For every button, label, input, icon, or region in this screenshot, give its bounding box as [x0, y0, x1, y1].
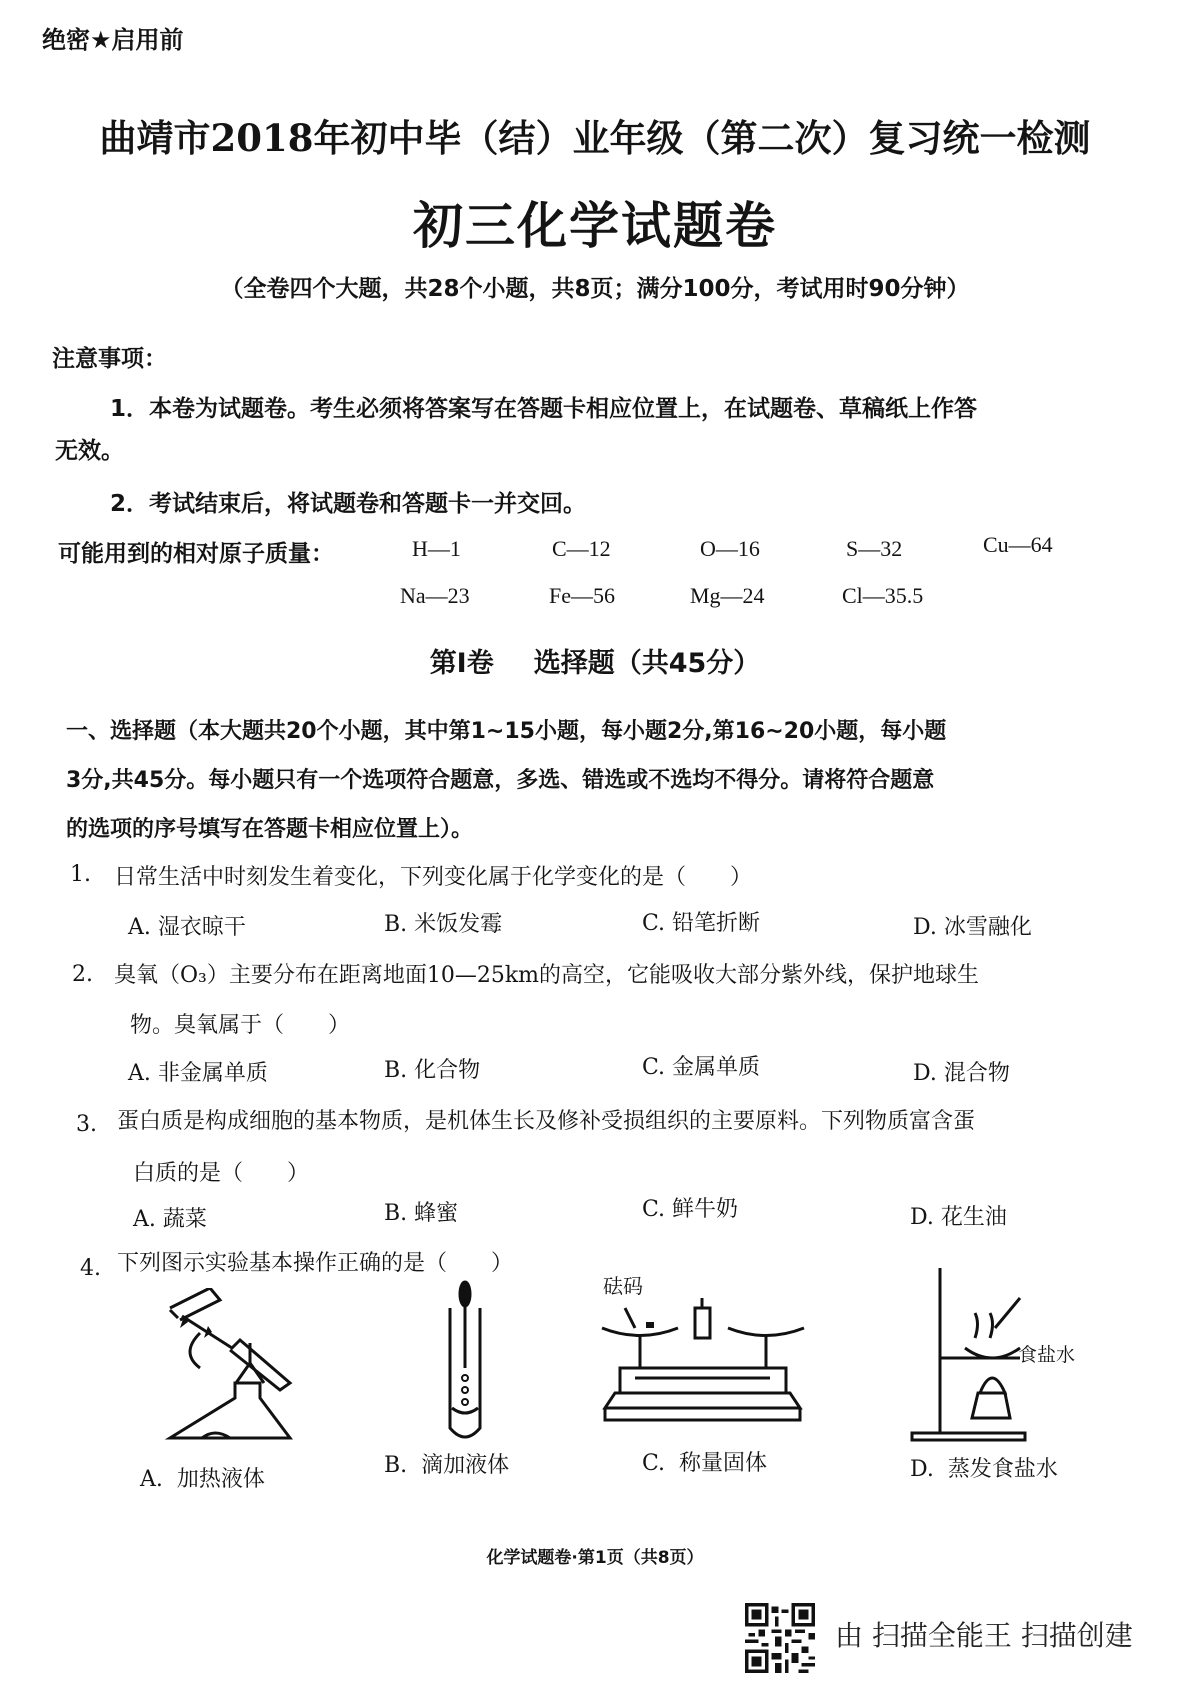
option-text: 铅笔折断: [672, 911, 761, 936]
note-item-1-continued: 无效。: [55, 438, 124, 464]
option-letter: C.: [642, 1055, 666, 1080]
figure-salt-water-label: 食盐水: [1018, 1344, 1076, 1366]
option-letter: D.: [910, 1205, 934, 1230]
option-text: 称量固体: [679, 1451, 768, 1476]
atomic-mass-mg: Mg—24: [690, 583, 765, 608]
atomic-mass-na: Na—23: [400, 583, 470, 608]
option-text: 蜂蜜: [414, 1201, 459, 1226]
exam-title: 曲靖市2018年初中毕（结）业年级（第二次）复习统一检测: [99, 116, 1091, 160]
atomic-mass-cu: Cu—64: [983, 532, 1053, 557]
option-text: 蒸发食盐水: [947, 1457, 1058, 1482]
option-text: 加热液体: [176, 1467, 265, 1492]
section-1-name: 选择题（共45分）: [533, 648, 761, 679]
section-1-label: 第Ⅰ卷: [429, 648, 494, 679]
option-letter: A.: [140, 1467, 163, 1492]
figure-dropping-liquid: [430, 1278, 500, 1448]
figure-heating-liquid: [140, 1288, 315, 1458]
question-2-option-a: [128, 1056, 268, 1087]
section-1-instruction-line2: 3分,共45分。每小题只有一个选项符合题意，多选、错选或不选均不得分。请将符合题意: [66, 768, 935, 793]
question-3-number: 3.: [76, 1112, 97, 1137]
note-item-2: 2．考试结束后，将试题卷和答题卡一并交回。: [110, 491, 587, 517]
question-2-option-d: [913, 1056, 1010, 1087]
option-letter: A.: [128, 1061, 151, 1086]
page-footer: 化学试题卷·第1页（共8页）: [486, 1548, 704, 1568]
option-text: 化合物: [414, 1058, 481, 1083]
secret-tag: 绝密★启用前: [42, 26, 184, 54]
option-text: 非金属单质: [157, 1061, 268, 1086]
question-2-option-c: [642, 1050, 760, 1081]
question-1-option-c: [642, 906, 760, 937]
qr-code-icon: [745, 1603, 815, 1673]
question-2-text-line2: 物。臭氧属于（ ）: [130, 1013, 351, 1038]
option-letter: D.: [910, 1457, 934, 1482]
atomic-mass-s: S—32: [846, 536, 903, 561]
option-letter: C.: [642, 1451, 666, 1476]
figure-a-caption: [140, 1462, 265, 1493]
figure-weighing-solid: [600, 1298, 810, 1433]
section-1-instruction-line3: 的选项的序号填写在答题卡相应位置上）。: [66, 817, 474, 842]
option-text: 混合物: [943, 1061, 1010, 1086]
note-item-1: 1．本卷为试题卷。考生必须将答案写在答题卡相应位置上，在试题卷、草稿纸上作答: [110, 396, 978, 422]
notes-heading: 注意事项：: [52, 346, 167, 372]
question-3-option-c: [642, 1192, 738, 1223]
figure-b-caption: [384, 1448, 509, 1479]
option-letter: C.: [642, 1197, 666, 1222]
question-4-number: 4.: [80, 1256, 101, 1281]
option-letter: D.: [913, 915, 937, 940]
question-1-number: 1.: [70, 862, 91, 887]
option-letter: A.: [128, 915, 151, 940]
option-letter: B.: [384, 1201, 408, 1226]
atomic-mass-o: O—16: [700, 536, 760, 561]
option-letter: B.: [384, 1453, 408, 1478]
atomic-mass-fe: Fe—56: [549, 583, 615, 608]
option-text: 湿衣晾干: [157, 915, 246, 940]
atomic-mass-cl: Cl—35.5: [842, 583, 924, 608]
atomic-mass-label: 可能用到的相对原子质量：: [58, 541, 334, 567]
figure-c-caption: [642, 1446, 767, 1477]
option-text: 金属单质: [672, 1055, 761, 1080]
question-1-text: 日常生活中时刻发生着变化，下列变化属于化学变化的是（ ）: [114, 865, 753, 890]
scanner-credit: 由 扫描全能王 扫描创建: [835, 1619, 1133, 1652]
question-1-option-a: [128, 910, 246, 941]
option-text: 鲜牛奶: [672, 1197, 739, 1222]
figure-weights-label: 砝码: [603, 1274, 643, 1298]
question-2-number: 2.: [72, 962, 93, 987]
section-1-instruction: 一、选择题（本大题共20个小题，其中第1~15小题，每小题2分,第16~20小题，每小题: [66, 719, 947, 744]
section-1-title: [0, 641, 1190, 680]
question-3-text: 蛋白质是构成细胞的基本物质，是机体生长及修补受损组织的主要原料。下列物质富含蛋: [117, 1109, 976, 1134]
option-letter: B.: [384, 1058, 408, 1083]
question-1-option-b: [384, 907, 502, 938]
option-letter: A.: [133, 1207, 156, 1232]
question-3-option-b: [384, 1196, 458, 1227]
atomic-mass-h: H—1: [412, 536, 461, 561]
question-3-option-a: [133, 1202, 207, 1233]
question-2-text: 臭氧（O₃）主要分布在距离地面10—25km的高空，它能吸收大部分紫外线，保护地球生: [114, 963, 980, 988]
option-text: 花生油: [940, 1205, 1007, 1230]
option-letter: C.: [642, 911, 666, 936]
option-text: 冰雪融化: [943, 915, 1032, 940]
exam-subtitle: （全卷四个大题，共28个小题，共8页；满分100分，考试用时90分钟）: [220, 276, 970, 302]
exam-subject-title: 初三化学试题卷: [413, 197, 777, 255]
option-letter: B.: [384, 912, 408, 937]
figure-d-caption: [910, 1452, 1058, 1483]
option-text: 米饭发霉: [414, 912, 503, 937]
option-text: 滴加液体: [421, 1453, 510, 1478]
figure-evaporating-salt-water: [910, 1268, 1035, 1448]
question-3-option-d: [910, 1200, 1007, 1231]
atomic-mass-c: C—12: [552, 536, 611, 561]
option-letter: D.: [913, 1061, 937, 1086]
question-2-option-b: [384, 1053, 480, 1084]
question-3-text-line2: 白质的是（ ）: [133, 1161, 310, 1186]
question-1-option-d: [913, 910, 1032, 941]
question-4-text: 下列图示实验基本操作正确的是（ ）: [117, 1251, 514, 1276]
option-text: 蔬菜: [162, 1207, 207, 1232]
